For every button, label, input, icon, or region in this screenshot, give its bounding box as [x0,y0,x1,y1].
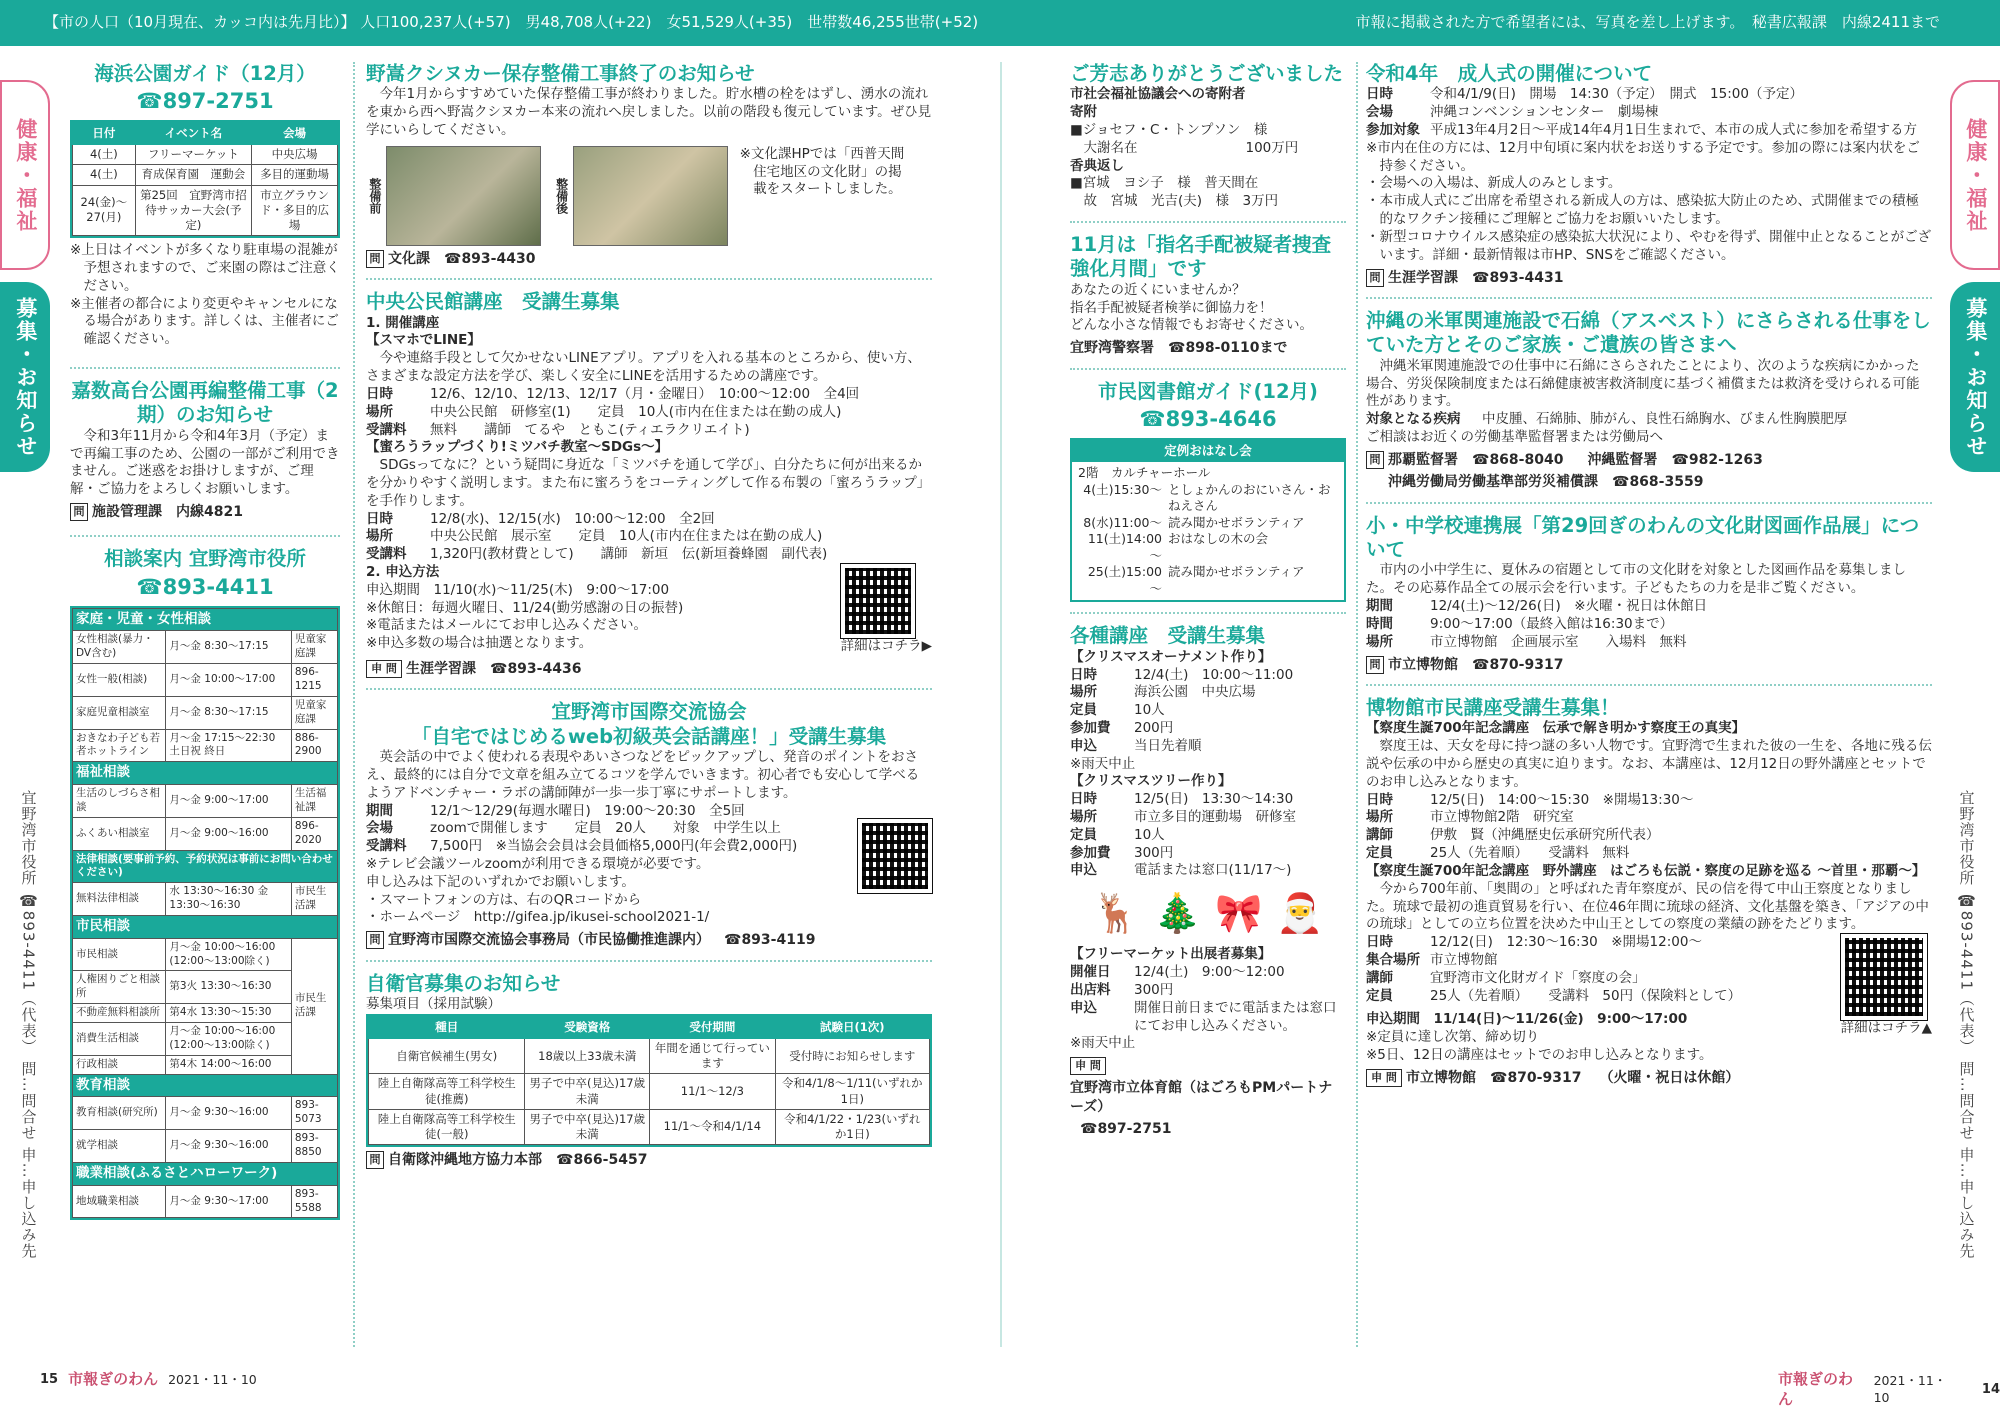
jieikan-contact: 問 自衛隊沖縄地方協力本部 ☎866-5457 [366,1151,932,1169]
inquiry-icon: 問 [366,250,384,268]
shimei-contact: 宜野湾警察署 ☎898-0110まで [1070,340,1288,357]
museum-qr-code[interactable] [1841,934,1927,1020]
list-item: 25(土)15:00～ 読み聞かせボランティア [1087,564,1305,596]
left-side-legend: 宜野湾市役所 ☎893-4411（代表） 問…問合せ 申…申し込み先 [19,790,38,1259]
kaihin-phone: ☎897-2751 [136,89,274,114]
list-item: 4(土)15:30～ としょかんのおにいさん・おねえさん [1083,481,1331,514]
kominkan-qr-link[interactable]: 詳細はコチラ▶ [840,638,932,655]
asbestos-notice: 沖縄の米軍関連施設で石綿（アスベスト）にさらされる仕事をしていた方とそのご家族・ご遺族の皆さまへ 沖縄米軍関連施設での仕事中に石綿にさらされたことにより、次のような疾病にかかった場合、労災保険制度または石綿健康被害救済制度に基づく補償または救済を受けられる可能性があります。 対象となる疾病 中皮腫、石綿肺、肺がん、良性石綿胸水、びまん性胸膜肥厚 ご相談はお近くの労働基準監督署または労働局へ 問 那覇監督署 ☎868-8040 沖縄監督署 ☎982-1263 沖縄労働局労働基準部労災補償課 ☎868-3559 [1366,308,1931,491]
kominkan-contact: 申 問 生涯学習課 ☎893-4436 [366,660,932,678]
consultation-table: 家庭・児童・女性相談 女性相談(暴力・DV含む) 月～金 8:30～17:15 児童家庭課 女性一般(相談) 月～金 10:00～17:00 896-1215 家庭児童相談室 月～金 8:30～17:15 児童家庭課 おきなわ子ども若者ホットライン 月～金 17:15～22:30 土日祝 終日 886-2900 福祉相談 生活のしづらさ相談 月～金 9:00～17:00 生活福祉課 ふくあい相談室 月～金 9:00～16:00 896-2020 法律相談(要事前予約、予約状況は事前にお問い合わせください) 無料法律相談 水 13:30～16:30 金 13:30～16:30 市民生活課 市民相談 市民相談 月～金 10:00～16:00 (12:00～13:00除く) 市民生活課 人権困りごと相談所 第3火 13:30～16:30 不動産無料相談所 第4水 13:30～15:30 消費生活相談 月～金 10:00～16:00 (12:00～13:00除く) 行政相談 第4木 14:00～16:00 教育相談 教育相談(研究所) 月～金 9:30～16:00 893-5073 就学相談 月～金 9:30～16:00 893-8850 職業相談(ふるさとハローワーク) 地域職業相談 月～金 9:30～17:00 893-5588 [70,606,340,1221]
table-row: 地域職業相談 月～金 9:30～17:00 893-5588 [73,1185,338,1218]
issue-date: 2021・11・10 [1873,1373,1947,1405]
library-title: 市民図書館ガイド(12月) [1098,379,1318,403]
kominkan-course: 中央公民館講座 受講生募集 1. 開催講座 【スマホでLINE】 今や連絡手段として欠かせないLINEアプリ。アプリを入れる基本のところから、使い方、さまざまな設定方法を学び、楽しく安全にLINEを活用するための講座です。 日時 12/6、12/10、12/13、12/17（月・金曜日） 10:00～12:00 全4回 場所 中央公民館 研修室(1) 定員 10人(市内在住または在勤の成人) 受講料 無料 講師 てるや ともこ(ティエラクリエイト) 【蜜ろうラップづくり!ミツバチ教室～SDGs～】 SDGsってなに？という疑問に身近な「ミツバチを通して学び」、白分たちに何が出来るかを分かりやすく説明します。また布に蜜ろうをコーティングして作る布製の「蜜ろうラップ」を手作りします。 日時 12/8(水)、12/15(水) 10:00～12:00 全2回 場所 中央公民館 展示室 定員 10人(市内在住または在勤の成人) 受講料 1,320円(教材費として) 講師 新垣 伝(新垣養蜂園 副代表) 2. 申込方法 申込期間 11/10(水)～11/25(木) 9:00～17:00 ※休館日：毎週火曜日、11/24(勤労感謝の日の振替) ※電話またはメールにてお申し込みください。 ※申込多数の場合は抽選となります。 詳細はコチラ▶ 申 問 生涯学習課 ☎893-4436 [366,290,932,677]
kokusai-contact: 問 宜野湾市国際交流協会事務局（市民協働推進課内） ☎893-4119 [366,931,932,949]
photo-before [386,146,541,246]
table-row: 市民相談 月～金 10:00～16:00 (12:00～13:00除く) 市民生活課 [73,938,338,971]
kokusai-course: 宜野湾市国際交流協会 「自宅ではじめるweb初級英会話講座！」受講生募集 英会話の中でよく使われる表現やあいさつなどをピックアップし、発音のポイントをおさえ、最終的には自分で文章を組み立てるコツを学んでいきます。初心者でも安心して学べるようアドベンチャー・ラボの講師陣が一歩一歩丁寧にサポートします。 期間 12/1～12/29(毎週水曜日) 19:00～20:30 全5回 会場 zoomで開催します 定員 20人 対象 中学生以上 受講料 7,500円 ※当協会会員は会員価格5,000円(年会費2,000円) ※テレビ会議ツールzoomが利用できる環境が必要です。 申し込みは下記のいずれかでお願いします。 ・スマートフォンの方は、右のQRコードから ・ホームページ http://gifea.jp/ikusei-school2021-1/ 問 宜野湾市国際交流協会事務局（市民協働推進課内） ☎893-4119 [366,700,932,949]
table-row: 4(土) 育成保育園 運動会 多目的運動場 [73,165,338,185]
museum-course: 博物館市民講座受講生募集！ 【察度生誕700年記念講座 伝承で解き明かす察度王の真実】 察度王は、天女を母に持つ謎の多い人物です。宜野湾で生まれた彼の一生を、各地に残る伝説や伝承の中から歴史の真実に迫ります。なお、本講座は、12月12日の野外講座とセットでのお申し込みとなります。 日時 12/5(日) 14:00～15:30 ※開場13:30～ 場所 市立博物館2階 研究室 講師 伊敷 賢（沖縄歴史伝承研究所代表） 定員 25人（先着順） 受講料 無料 【察度生誕700年記念講座 野外講座 はごろも伝説・察度の足跡を巡る ～首里・那覇～】 今から700年前、「奥間の」と呼ばれた青年察度が、民の信を得て中山王察度となりました。琉球で最初の進貢貿易を行い、在位46年間に琉球の経済、文化基盤を築き、「アジアの中の琉球」としての立ち位置を決めた中山王としての察度の業績の跡をたどります。 日時 12/12(日) 12:30～16:30 ※開場12:00～ 集合場所 市立博物館 講師 宜野湾市文化財ガイド「察度の会」 定員 25人（先着順） 受講料 50円（保険料として） 申込期間 11/14(日)～11/26(金) 9:00～17:00 ※定員に達し次第、締め切り ※5日、12日の講座はセットでのお申し込みとなります。 詳細はコチラ▲ 申 問 市立博物館 ☎870-9317 （火曜・祝日は休館） [1366,696,1932,1086]
table-row: 女性一般(相談) 月～金 10:00～17:00 896-1215 [73,664,338,697]
right-side-legend: 宜野湾市役所 ☎893-4411（代表） 問…問合せ 申…申し込み先 [1957,790,1976,1259]
table-row: 24(金)～27(月) 第25回 宜野湾市招待サッカー大会(予定) 市立グラウンド・多目的広場 [73,185,338,236]
cultural-property-art-exhibit: 小・中学校連携展「第29回ぎのわんの文化財図画作品展」について 市内の小中学生に、夏休みの宿題として市の文化財を対象とした図画作品を募集しました。その応募作品全ての展示会を行います。子どもたちの力を是非ご覧ください。 期間 12/4(土)～12/26(日) ※火曜・祝日は休館日 時間 9:00～17:00（最終入館は16:30まで） 場所 市立博物館 企画展示室 入場料 無料 問 市立博物館 ☎870-9317 [1366,514,1932,674]
column-b [366,62,932,1170]
table-row: 自衛官候補生(男女) 18歳以上33歳未満 年間を通じて行っています 受付時にお知らせします [369,1039,930,1074]
reindeer-icon: 🦌 [1092,891,1140,936]
coming-of-age-ceremony: 令和4年 成人式の開催について 日時 令和4/1/9(日) 開場 14:30（予定） 開式 15:00（予定） 会場 沖縄コンベンションセンター 劇場棟 参加対象 平成13年4月2日～平成14年4月1日生まれで、本市の成人式に参加を希望する方 ※市内在住の方には、12月中旬頃に案内状をお送りする予定です。参加の際には案内状をご持参ください。 ・会場への入場は、新成人のみとします。 ・本市成人式にご出席を希望される新成人の方は、感染拡大防止のため、式開催までの積極的なワクチン接種にご理解とご協力をお願いいたします。 ・新型コロナウイルス感染症の感染拡大状況により、やむを得ず、開催中止となることがございます。詳細・最新情報は市HP、SNSをご確認ください。 問 生涯学習課 ☎893-4431 [1366,62,1932,286]
kazutaka-body: 令和3年11月から令和4年3月（予定）まで再編工事のため、公園の一部がご利用できません。ご迷惑をお掛けしますが、ご理解・ご協力をよろしくお願いします。 [70,427,340,498]
column-c [1070,62,1346,1139]
apply-inquiry-icon: 申 問 [1070,1057,1106,1075]
table-row: 家庭児童相談室 月～金 8:30～17:15 児童家庭課 [73,696,338,729]
kushinukaa-note: ※文化課HPでは「西普天間住宅地区の文化財」の掲載をスタートしました。 [739,145,905,198]
wanted-suspect-month: 11月は「指名手配被疑者捜査強化月間」です あなたの近くにいませんか？ 指名手配被疑者検挙に御協力を！ どんな小さな情報でもお寄せください。 宜野湾警察署 ☎898-0110まで [1070,233,1346,358]
hakubutsukan-contact: 申 問 市立博物館 ☎870-9317 （火曜・祝日は休館） [1366,1069,1932,1087]
table-row: 教育相談(研究所) 月～金 9:30～16:00 893-5073 [73,1097,338,1130]
kakushu-contact: 申 問 宜野湾市立体育館（はごろもPMパートナーズ） ☎897-2751 [1070,1059,1333,1138]
list-item: 8(水)11:00～ 読み聞かせボランティア [1083,514,1305,530]
various-courses: 各種講座 受講生募集 【クリスマスオーナメント作り】 日時 12/4(土) 10:00～11:00 場所 海浜公園 中央広場 定員 10人 参加費 200円 申込 当日先着順 ※雨天中止 【クリスマスツリー作り】 日時 12/5(日) 13:30～14:30 場所 市立多目的運動場 研修室 定員 10人 参加費 300円 申込 電話または窓口(11/17～) 🦌 🎄 🎀 🎅 【フリーマーケット出展者募集】 開催日 12/4(土) 9:00～12:00 出店料 300円 申込 開催日前日までに電話または窓口にてお申し込みください。 ※雨天中止 申 問 宜野湾市立体育館（はごろもPMパートナーズ） ☎897-2751 [1070,624,1346,1138]
storytime-box: 定例おはなし会 2階 カルチャーホール 4(土)15:30～ としょかんのおにいさん・おねえさん 8(水)11:00～ 読み聞かせボランティア 11(土)14:00～ おはなしの木の会 25(土)15:00～ 読み聞かせボランティア [1070,438,1346,603]
footer-right [1778,1370,2000,1410]
column-d [1366,62,1932,1087]
asbestos-title: 沖縄の米軍関連施設で石綿（アスベスト）にさらされる仕事をしていた方とそのご家族・ご遺族の皆さまへ [1366,308,1931,357]
table-row: おきなわ子ども若者ホットライン 月～金 17:15～22:30 土日祝 終日 886-2900 [73,729,338,762]
jieikan-title: 自衛官募集のお知らせ [366,971,561,995]
kominkan-title: 中央公民館講座 受講生募集 [366,290,620,314]
sodan-phone: ☎893-4411 [136,574,274,599]
kokusai-title: 「自宅ではじめるweb初級英会話講座！」受講生募集 [411,724,887,748]
kokusai-qr-code[interactable] [858,819,932,893]
shimei-title: 11月は「指名手配被疑者捜査強化月間」です [1070,233,1332,281]
kaihin-note-1: ※上日はイベントが多くなり駐車場の混雑が予想されますので、ご来園の際はご注意ください。 [70,242,340,294]
kaihin-note-2: ※主催者の都合により変更やキャンセルになる場合があります。詳しくは、主催者にご確認ください。 [70,295,339,348]
photo-after [573,146,728,246]
table-row: 4(土) フリーマーケット 中央広場 [73,145,338,165]
wreath-icon: 🎀 [1215,891,1263,936]
newsletter-logo: 市報ぎのわん [1778,1370,1854,1408]
sodan-title: 相談案内 宜野湾市役所 [104,547,306,571]
table-row: 人権困りごと相談所 第3火 13:30～16:30 [73,971,338,1004]
issue-date: 2021・11・10 [168,1371,257,1387]
photo-notice: 市報に掲載された方で希望者には、写真を差し上げます。 秘書広報課 内線2411まで [1355,13,1940,32]
tab-recruit-notice-right[interactable]: 募集・お知らせ [1950,282,2000,472]
kaihin-park-guide [70,62,340,349]
kaihin-event-table: 日付 イベント名 会場 4(土) フリーマーケット 中央広場 4(土) 育成保育園 運動会 多目的運動場 24(金)～27(月) 第25回 宜野湾市招待サッカー大会(予定) 市立グラウンド・多目的広場 [70,120,340,238]
kishi-title: ご芳志ありがとうございました [1070,62,1344,85]
tab-recruit-notice-left[interactable]: 募集・お知らせ [0,282,50,472]
column-a [70,62,340,1220]
christmas-tree-icon: 🎄 [1153,891,1201,936]
top-info-bar [0,0,2000,46]
apply-inquiry-icon: 申 問 [366,660,402,678]
before-label: 整備前 [367,177,382,214]
table-row: 就学相談 月～金 9:30～16:00 893-8850 [73,1130,338,1163]
page-number: 15 [40,1372,59,1388]
santa-icon: 🎅 [1276,891,1324,936]
library-phone: ☎893-4646 [1139,407,1277,432]
table-row: 不動産無料相談所 第4水 13:30～15:30 [73,1004,338,1023]
table-row: 生活のしづらさ相談 月～金 9:00～17:00 生活福祉課 [73,785,338,818]
inquiry-icon: 問 [1366,269,1384,287]
inquiry-icon: 問 [1366,451,1384,469]
kominkan-qr-code[interactable] [841,564,915,638]
inquiry-icon: 問 [366,931,384,949]
table-row: 無料法律相談 水 13:30～16:30 金 13:30～16:30 市民生活課 [73,883,338,916]
consultation-guide [70,547,340,1220]
apply-inquiry-icon: 申 問 [1366,1069,1402,1087]
donation-thanks: ご芳志ありがとうございました 市社会福祉協議会への寄附者 寄附 ■ジョセフ・C・トンプソン 様 大謝名在 100万円 香典返し ■宮城 ヨシ子 様 普天間在 故 宮城 光吉(夫) 様 3万円 [1070,62,1346,211]
seijin-title: 令和4年 成人式の開催について [1366,62,1653,85]
table-row: 陸上自衛隊高等工科学校生徒(一般) 男子で中卒(見込)17歳未満 11/1～令和4/1/14 令和4/1/22・1/23(いずれか1日) [369,1109,930,1144]
after-label: 整備後 [554,177,569,214]
population-stats: 【市の人口（10月現在、カッコ内は先月比）】 人口100,237人(+57) 男48,708人(+22) 女51,529人(+35) 世帯数46,255世帯(+52) [44,13,979,32]
kazutaka-title: 嘉数高台公園再編整備工事（2期）のお知らせ [71,379,339,427]
kushinukaa-body: 今年1月からすすめていた保存整備工事が終わりました。貯水槽の栓をはずし、湧水の流れを東から西へ野嵩クシヌカー本来の流れへ戻しました。以前の階段も復元しています。ぜひ見学にいらしてください。 [366,86,932,138]
christmas-illustrations [1070,888,1346,938]
kaihin-title: 海浜公園ガイド（12月） [94,62,316,85]
library-guide [1070,380,1346,603]
inquiry-icon: 問 [1366,656,1384,674]
table-row: 陸上自衛隊高等工科学校生徒(推薦) 男子で中卒(見込)17歳未満 11/1～12/3 令和4/1/8～1/11(いずれか1日) [369,1074,930,1109]
list-item: 11(土)14:00～ おはなしの木の会 [1087,531,1269,563]
hakubutsukan-title: 博物館市民講座受講生募集！ [1366,696,1620,719]
kazutaka-contact: 問 施設管理課 内線4821 [70,503,340,521]
asbestos-contact: 問 那覇監督署 ☎868-8040 沖縄監督署 ☎982-1263 [1366,451,1932,469]
inquiry-icon: 問 [366,1151,384,1169]
page-number: 14 [1981,1382,2000,1398]
newsletter-logo: 市報ぎのわん [68,1370,159,1388]
kazutaka-park-notice [70,379,340,521]
bunkazai-title: 小・中学校連携展「第29回ぎのわんの文化財図画作品展」について [1366,513,1920,562]
kakushu-title: 各種講座 受講生募集 [1070,624,1266,648]
museum-qr-link[interactable]: 詳細はコチラ▲ [1840,1020,1932,1037]
inquiry-icon: 問 [70,503,88,521]
table-row: 消費生活相談 月～金 10:00～16:00 (12:00～13:00除く) [73,1023,338,1056]
tab-health-welfare-left[interactable]: 健康・福祉 [0,80,50,270]
kushinukaa-title: 野嵩クシヌカー保存整備工事終了のお知らせ [366,62,755,85]
seijin-contact: 問 生涯学習課 ☎893-4431 [1366,269,1932,287]
table-row: ふくあい相談室 月～金 9:00～16:00 896-2020 [73,817,338,850]
kokusai-url[interactable]: ・ホームページ http://gifea.jp/ikusei-school2021-1/ [366,909,710,926]
bunkazai-contact: 問 市立博物館 ☎870-9317 [1366,656,1932,674]
table-row: 女性相談(暴力・DV含む) 月～金 8:30～17:15 児童家庭課 [73,631,338,664]
table-row: 行政相談 第4木 14:00～16:00 [73,1055,338,1074]
tab-health-welfare-right[interactable]: 健康・福祉 [1950,80,2000,270]
footer-left [40,1370,257,1390]
kushinukaa-notice [366,62,932,268]
jieikan-table: 種目 受験資格 受付期間 試験日(1次) 自衛官候補生(男女) 18歳以上33歳未満 年間を通じて行っています 受付時にお知らせします 陸上自衛隊高等工科学校生徒(推薦) 男子で中卒(見込)17歳未満 11/1～12/3 令和4/1/8～1/11(いずれか1日) 陸上自衛隊高等工科学校生徒(一般) 男子で中卒(見込)17歳未満 11/1～令和4/1/14 令和4/1/22・1/23(いずれか1日) [366,1014,932,1147]
jieikan-recruit: 自衛官募集のお知らせ 募集項目（採用試験） 種目 受験資格 受付期間 試験日(1次) 自衛官候補生(男女) 18歳以上33歳未満 年間を通じて行っています 受付時にお知らせします 陸上自衛隊高等工科学校生徒(推薦) 男子で中卒(見込)17歳未満 11/1～12/3 令和4/1/8～1/11(いずれか1日) 陸上自衛隊高等工科学校生徒(一般) 男子で中卒(見込)17歳未満 11/1～令和4/1/14 令和4/1/22・1/23(いずれか1日) 問 自衛隊沖縄地方協力本部 ☎866-5457 [366,972,932,1170]
kushinukaa-contact: 問 文化課 ☎893-4430 [366,250,932,268]
